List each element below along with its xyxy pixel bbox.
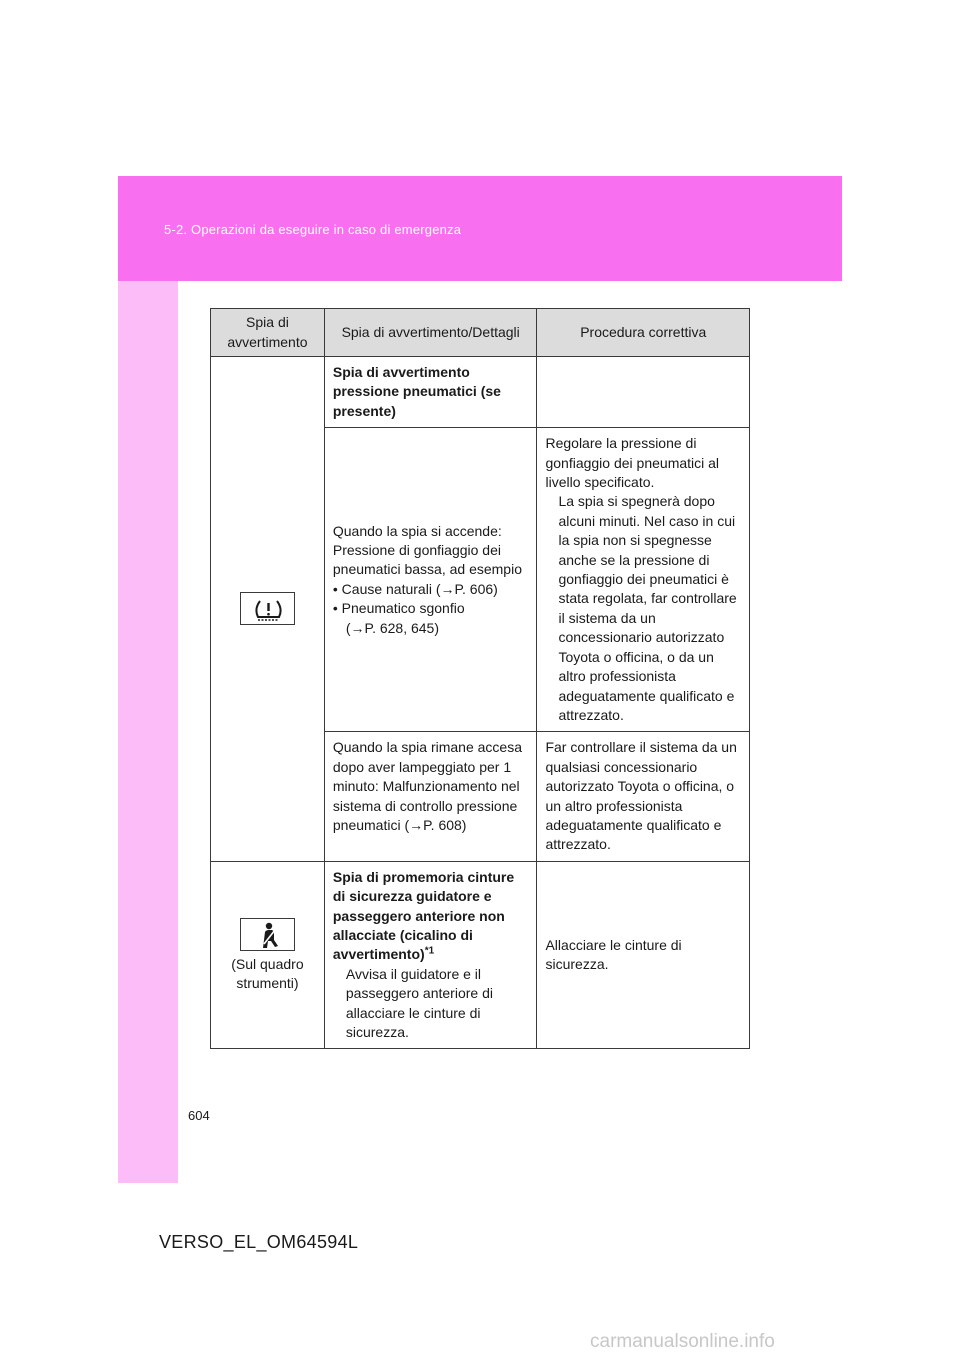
warning-light-table: [210, 308, 750, 1049]
header-procedure: Procedura correttiva: [537, 309, 750, 357]
seatbelt-details-cell: [324, 861, 537, 1049]
seatbelt-reminder-icon: [240, 918, 295, 951]
tpms-details-line-2: Pressione di gonfiaggio dei pneumatici bassa, ad esempio: [332, 541, 522, 578]
tire-pressure-warning-icon: [240, 592, 295, 625]
seatbelt-icon-cell: [211, 861, 325, 1049]
table-header-row: [211, 309, 750, 357]
tpms-title: Spia di avvertimento pressione pneumatici (se presente): [332, 364, 501, 419]
watermark: carmanualsonline.info: [590, 1331, 775, 1352]
tpms-procedure: Regolare la pressione di gonfiaggio dei pneumatici al livello specificato.: [545, 435, 720, 491]
seatbelt-title: Spia di promemoria cinture di sicurezza guidatore e passeggero anteriore non allacciate (cicalino di avvertimento): [332, 868, 515, 963]
page-number: 604: [188, 1108, 210, 1123]
tpms-malfunction-cell: [324, 732, 537, 861]
tpms-malfunction-procedure-cell: [537, 732, 750, 861]
tpms-details-line-4: • Pneumatico sgonfio: [332, 600, 465, 617]
seatbelt-footnote-mark: *1: [424, 945, 435, 957]
document-code: VERSO_EL_OM64594L: [159, 1232, 359, 1252]
tpms-details-line-3: • Cause naturali (→P. 606): [332, 580, 498, 597]
tpms-icon-cell: [211, 357, 325, 862]
tpms-empty-cell: [537, 357, 750, 428]
tpms-details-line-1: Quando la spia si accende:: [332, 522, 502, 539]
tpms-procedure-note: La spia si spegnerà dopo alcuni minuti. Nel caso in cui la spia non si spegnesse anche se la pressione di gonfiaggio dei pneumatici è stata regolata, far controllare il sistema da un concessionario autorizzato Toyota o officina, o da un altro professionista adeguatamente qualificato e attrezzato.: [558, 493, 737, 723]
table-row: [211, 861, 750, 1049]
header-details: Spia di avvertimento/Dettagli: [324, 309, 537, 357]
side-strip: [118, 281, 178, 1183]
seatbelt-icon-caption: (Sul quadro strumenti): [231, 955, 304, 991]
seatbelt-note: Avvisa il guidatore e il passeggero anteriore di allacciare le cinture di sicurezza.: [345, 965, 493, 1040]
section-title: 5-2. Operazioni da eseguire in caso di emergenza: [164, 222, 462, 237]
header-warning-light: Spia di avvertimento: [211, 309, 325, 357]
tpms-malfunction-details: Quando la spia rimane accesa dopo aver lampeggiato per 1 minuto: Malfunzionamento nel sistema di controllo pressione pneumatici (→P. 608): [332, 739, 522, 833]
tpms-details-ref: (→P. 628, 645): [345, 619, 440, 636]
tpms-details-cell: [324, 428, 537, 732]
tpms-malfunction-procedure: Far controllare il sistema da un qualsiasi concessionario autorizzato Toyota o officina, o un altro professionista adeguatamente qualificato e attrezzato.: [545, 739, 737, 853]
table-row: [211, 357, 750, 428]
seatbelt-procedure-cell: [537, 861, 750, 1049]
seatbelt-procedure: Allacciare le cinture di sicurezza.: [545, 936, 682, 973]
tpms-title-cell: [324, 357, 537, 428]
tpms-procedure-cell: [537, 428, 750, 732]
